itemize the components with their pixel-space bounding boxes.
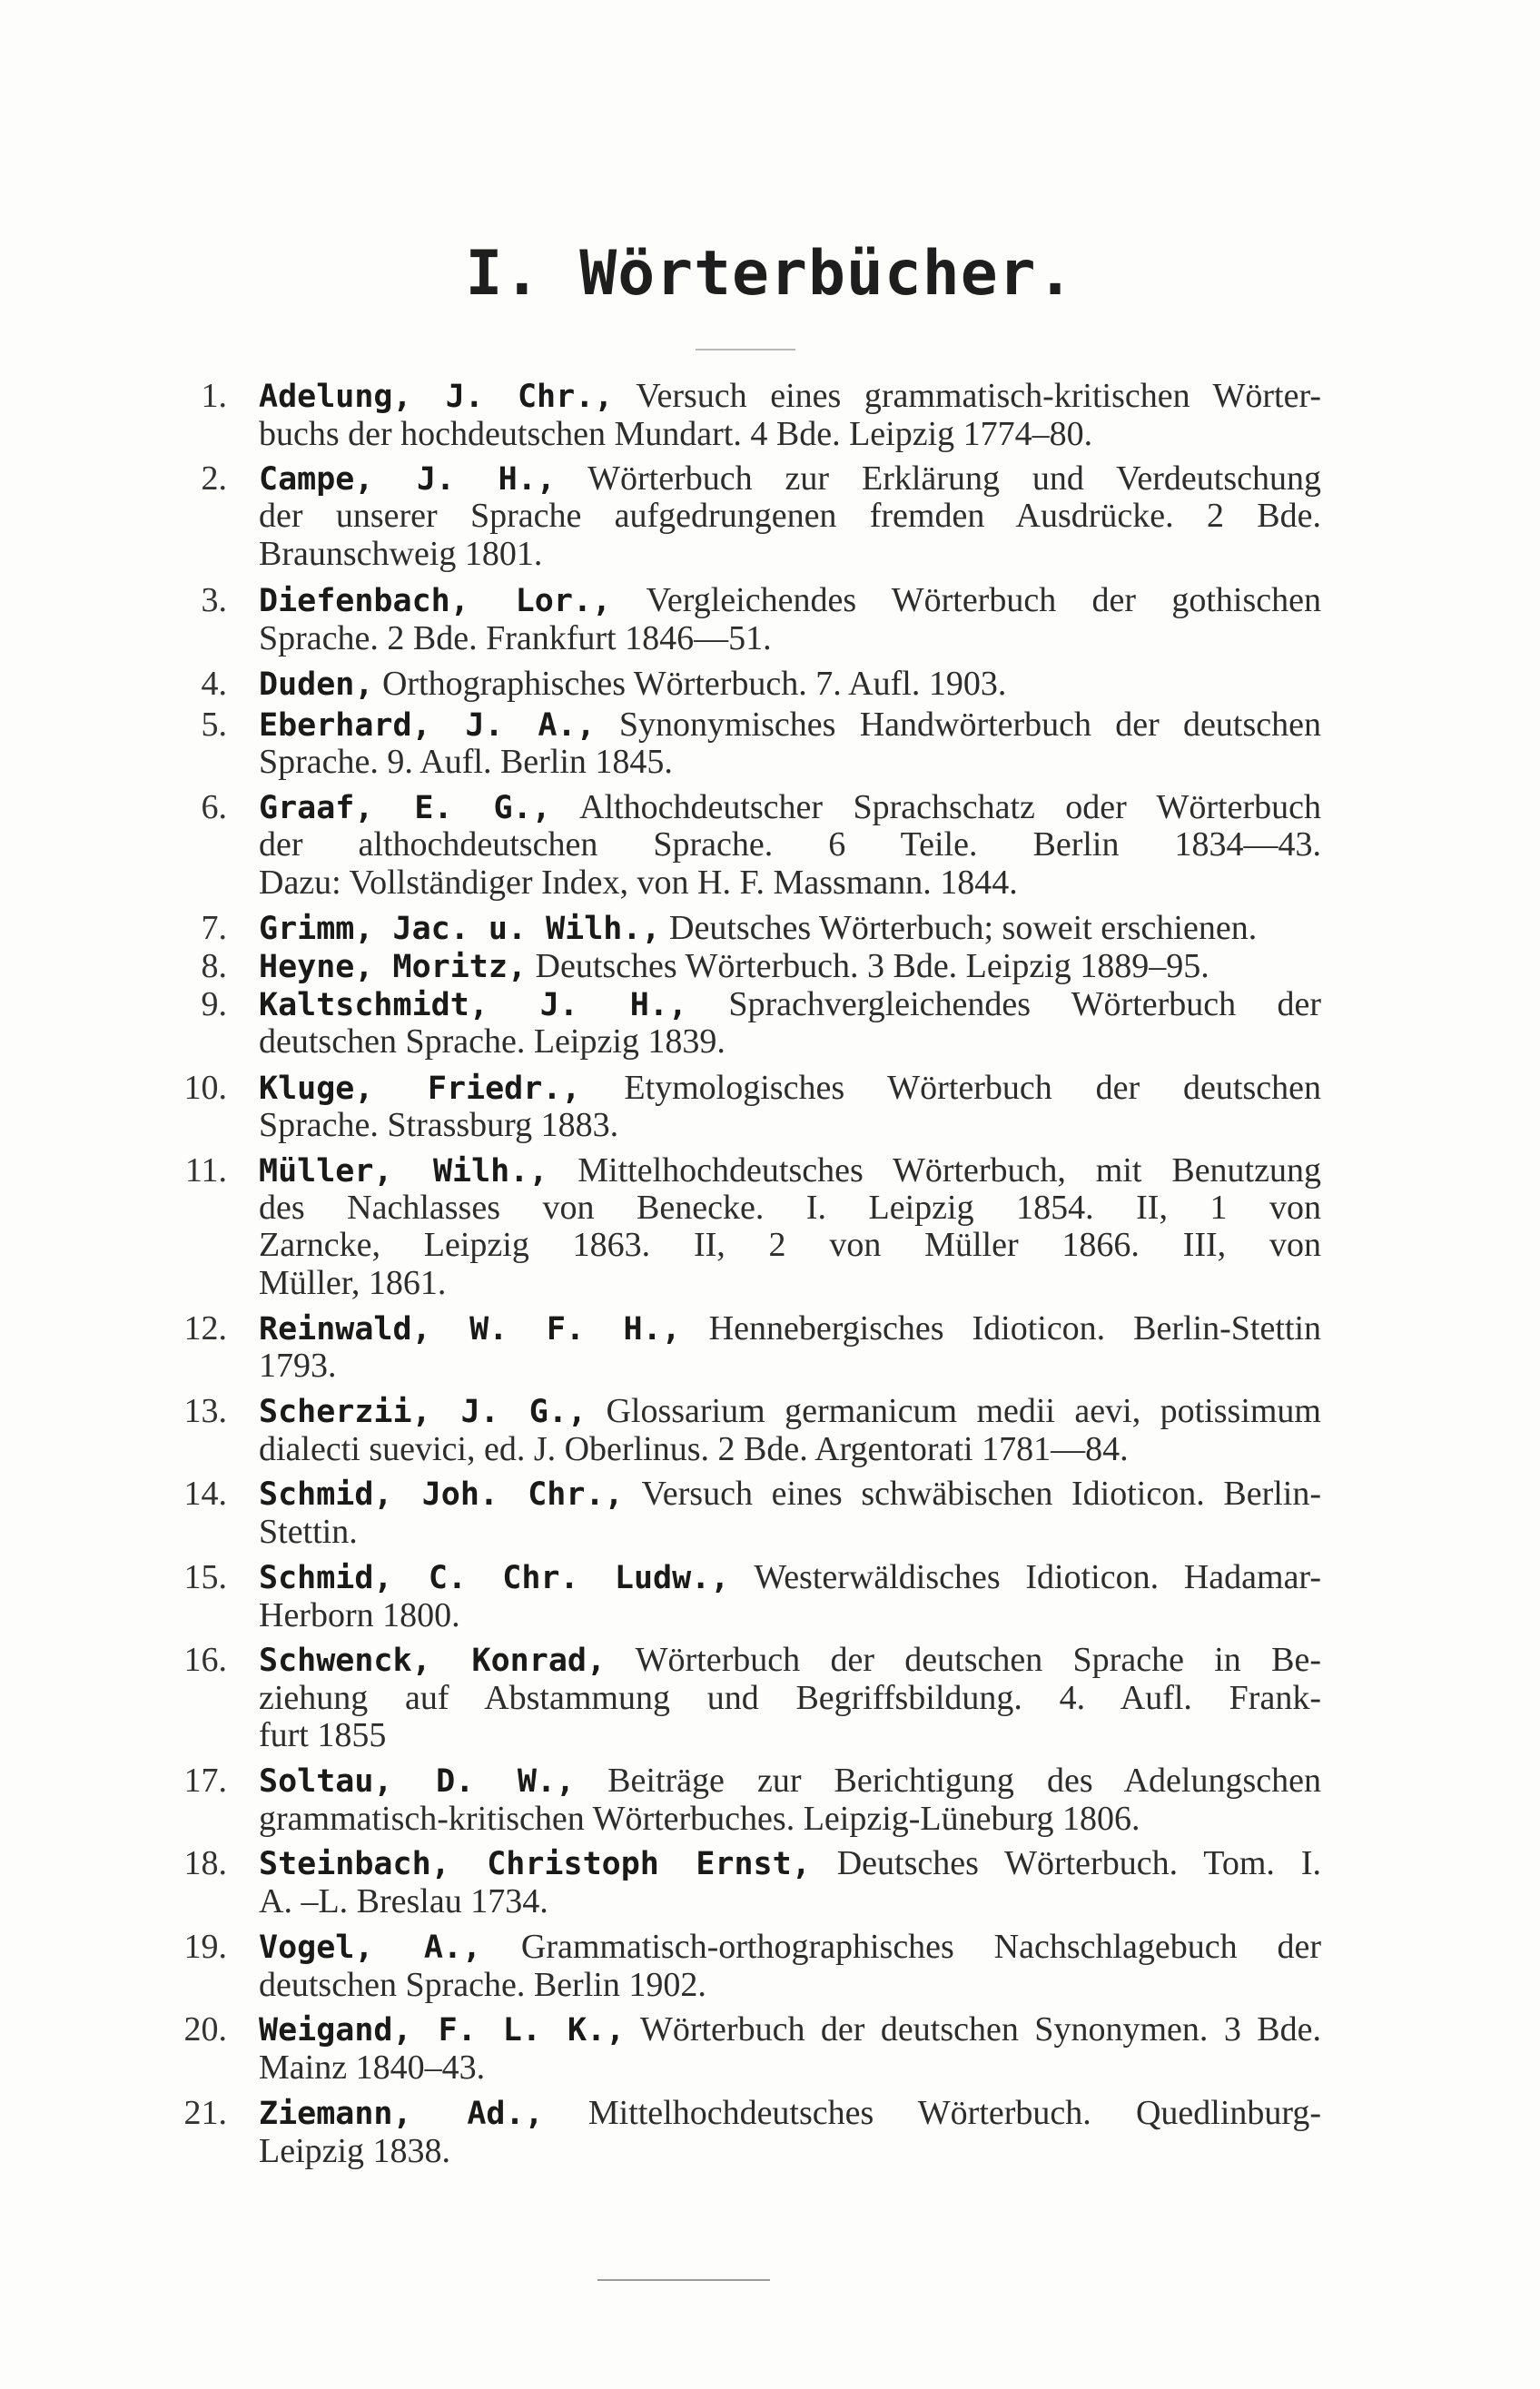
author-name: Ziemann, Ad., [259, 2096, 544, 2132]
author-name: Campe, J. H., [259, 461, 556, 498]
entry-continuation-line: Sprache. 9. Aufl. Berlin 1845. [259, 743, 673, 781]
entry-title-text: Grammatisch-orthographisches Nachschlagebuch der [481, 1928, 1321, 1966]
entry-number: 3. [201, 581, 227, 619]
entry-title-text: Etymologisches Wörterbuch der deutschen [580, 1069, 1321, 1107]
author-name: Müller, Wilh., [259, 1153, 548, 1190]
entry-number: 10. [183, 1069, 227, 1107]
author-name: Adelung, J. Chr., [259, 379, 614, 415]
entry-number: 14. [183, 1475, 227, 1513]
entry-first-line [259, 1760, 1321, 1802]
entry-number: 12. [183, 1309, 227, 1348]
entry-first-line [259, 663, 1321, 706]
entry-continuation-line: der althochdeutschen Sprache. 6 Teile. Berlin 1834—43. [259, 825, 1321, 864]
entry-title-text: Orthographisches Wörterbuch. 7. Aufl. 1903. [373, 665, 1007, 703]
entry-first-line [259, 945, 1321, 988]
entry-continuation-line: Braunschweig 1801. [259, 535, 543, 573]
entry-first-line [259, 2009, 1321, 2051]
entry-continuation-line: dialecti suevici, ed. J. Oberlinus. 2 Bde. Argentorati 1781—84. [259, 1430, 1129, 1468]
entry-title-text: Deutsches Wörterbuch. Tom. I. [810, 1844, 1321, 1882]
entry-number: 1. [201, 377, 227, 415]
author-name: Soltau, D. W., [259, 1763, 576, 1800]
author-name: Duden, [259, 666, 374, 703]
entry-first-line [259, 907, 1321, 950]
entry-first-line [259, 983, 1321, 1026]
entry-number: 4. [201, 665, 227, 703]
entry-number: 21. [183, 2094, 227, 2132]
author-name: Scherzii, J. G., [259, 1394, 587, 1430]
entry-title-text: Wörterbuch der deutschen Sprache in Be- [606, 1641, 1321, 1679]
author-name: Heyne, Moritz, [259, 949, 528, 985]
entry-continuation-line: der unserer Sprache aufgedrungenen fremden Ausdrücke. 2 Bde. [259, 497, 1321, 535]
entry-continuation-line: Leipzig 1838. [259, 2132, 451, 2170]
entry-first-line [259, 786, 1321, 829]
entry-title-text: Deutsches Wörterbuch. 3 Bde. Leipzig 1889–95. [527, 947, 1209, 985]
entry-title-text: Hennebergisches Idioticon. Berlin-Stettin [680, 1309, 1321, 1348]
entry-title-text: Wörterbuch zur Erklärung und Verdeutschung [555, 459, 1321, 498]
entry-first-line [259, 1556, 1321, 1599]
entry-number: 8. [201, 947, 227, 985]
entry-first-line [259, 1067, 1321, 1110]
entry-first-line [259, 375, 1321, 418]
entry-number: 5. [201, 706, 227, 744]
page-heading: I. Wörterbücher. [465, 238, 1075, 310]
entry-continuation-line: A. –L. Breslau 1734. [259, 1882, 548, 1920]
entry-first-line [259, 2092, 1321, 2135]
author-name: Kaltschmidt, J. H., [259, 987, 688, 1023]
entry-number: 19. [183, 1928, 227, 1966]
author-name: Kluge, Friedr., [259, 1071, 581, 1107]
entry-title-text: Westerwäldisches Idioticon. Hadamar- [729, 1558, 1321, 1596]
entry-number: 6. [201, 788, 227, 826]
author-name: Diefenbach, Lor., [259, 583, 612, 619]
entry-continuation-line: grammatisch-kritischen Wörterbuches. Leipzig-Lüneburg 1806. [259, 1800, 1140, 1838]
entry-continuation-line: Dazu: Vollständiger Index, von H. F. Massmann. 1844. [259, 864, 1018, 902]
entry-number: 16. [183, 1641, 227, 1679]
entry-number: 18. [183, 1844, 227, 1882]
entry-first-line [259, 579, 1321, 622]
entry-continuation-line: Zarncke, Leipzig 1863. II, 2 von Müller 1866. III, von [259, 1226, 1321, 1264]
author-name: Steinbach, Christoph Ernst, [259, 1846, 811, 1882]
author-name: Schwenck, Konrad, [259, 1643, 607, 1679]
entry-title-text: Wörterbuch der deutschen Synonymen. 3 Bde. [625, 2010, 1321, 2048]
entry-first-line [259, 1473, 1321, 1515]
entry-first-line [259, 1842, 1321, 1885]
entry-number: 15. [183, 1558, 227, 1596]
entry-title-text: Beiträge zur Berichtigung des Adelungschen [575, 1762, 1321, 1800]
entry-continuation-line: Müller, 1861. [259, 1264, 447, 1302]
entry-title-text: Deutsches Wörterbuch; soweit erschienen. [660, 909, 1258, 947]
entry-continuation-line: Sprache. 2 Bde. Frankfurt 1846—51. [259, 619, 772, 657]
entry-number: 20. [183, 2010, 227, 2048]
author-name: Weigand, F. L. K., [259, 2012, 626, 2048]
author-name: Reinwald, W. F. H., [259, 1311, 681, 1348]
entry-continuation-line: deutschen Sprache. Leipzig 1839. [259, 1022, 726, 1061]
entry-continuation-line: des Nachlasses von Benecke. I. Leipzig 1854. II, 1 von [259, 1189, 1321, 1227]
entry-title-text: Versuch eines grammatisch-kritischen Wörter- [613, 377, 1321, 415]
entry-number: 9. [201, 985, 227, 1023]
entry-continuation-line: ziehung auf Abstammung und Begriffsbildung. 4. Aufl. Frank- [259, 1679, 1321, 1717]
entry-title-text: Althochdeutscher Sprachschatz oder Wörterbuch [550, 788, 1321, 826]
entry-first-line [259, 1639, 1321, 1682]
author-name: Schmid, Joh. Chr., [259, 1476, 624, 1513]
entry-title-text: Mittelhochdeutsches Wörterbuch, mit Benutzung [548, 1151, 1321, 1190]
entry-continuation-line: 1793. [259, 1347, 337, 1385]
author-name: Schmid, C. Chr. Ludw., [259, 1560, 730, 1596]
entry-title-text: Glossarium germanicum medii aevi, potissimum [587, 1392, 1321, 1430]
entry-first-line [259, 704, 1321, 746]
entry-number: 7. [201, 909, 227, 947]
author-name: Graaf, E. G., [259, 790, 551, 826]
entry-number: 2. [201, 459, 227, 498]
entry-first-line [259, 1926, 1321, 1969]
closing-divider [597, 2279, 770, 2281]
author-name: Vogel, A., [259, 1930, 482, 1966]
entry-title-text: Synonymisches Handwörterbuch der deutschen [595, 706, 1321, 744]
entry-first-line [259, 458, 1321, 500]
entry-number: 11. [184, 1151, 227, 1190]
entry-continuation-line: furt 1855 [259, 1716, 387, 1754]
author-name: Grimm, Jac. u. Wilh., [259, 911, 661, 947]
entry-title-text: Versuch eines schwäbischen Idioticon. Berlin- [623, 1475, 1321, 1513]
entry-continuation-line: Stettin. [259, 1513, 358, 1551]
entry-continuation-line: buchs der hochdeutschen Mundart. 4 Bde. Leipzig 1774–80. [259, 415, 1093, 453]
entry-title-text: Vergleichendes Wörterbuch der gothischen [611, 581, 1321, 619]
entry-continuation-line: Sprache. Strassburg 1883. [259, 1106, 619, 1144]
entry-first-line [259, 1390, 1321, 1433]
entry-number: 17. [183, 1762, 227, 1800]
entry-continuation-line: Herborn 1800. [259, 1596, 460, 1634]
entry-continuation-line: Mainz 1840–43. [259, 2048, 486, 2087]
entry-first-line [259, 1308, 1321, 1350]
entry-title-text: Mittelhochdeutsches Wörterbuch. Quedlinburg- [543, 2094, 1321, 2132]
entry-number: 13. [183, 1392, 227, 1430]
entry-continuation-line: deutschen Sprache. Berlin 1902. [259, 1966, 706, 2004]
entry-title-text: Sprachvergleichendes Wörterbuch der [687, 985, 1321, 1023]
author-name: Eberhard, J. A., [259, 707, 596, 744]
entry-first-line [259, 1150, 1321, 1192]
